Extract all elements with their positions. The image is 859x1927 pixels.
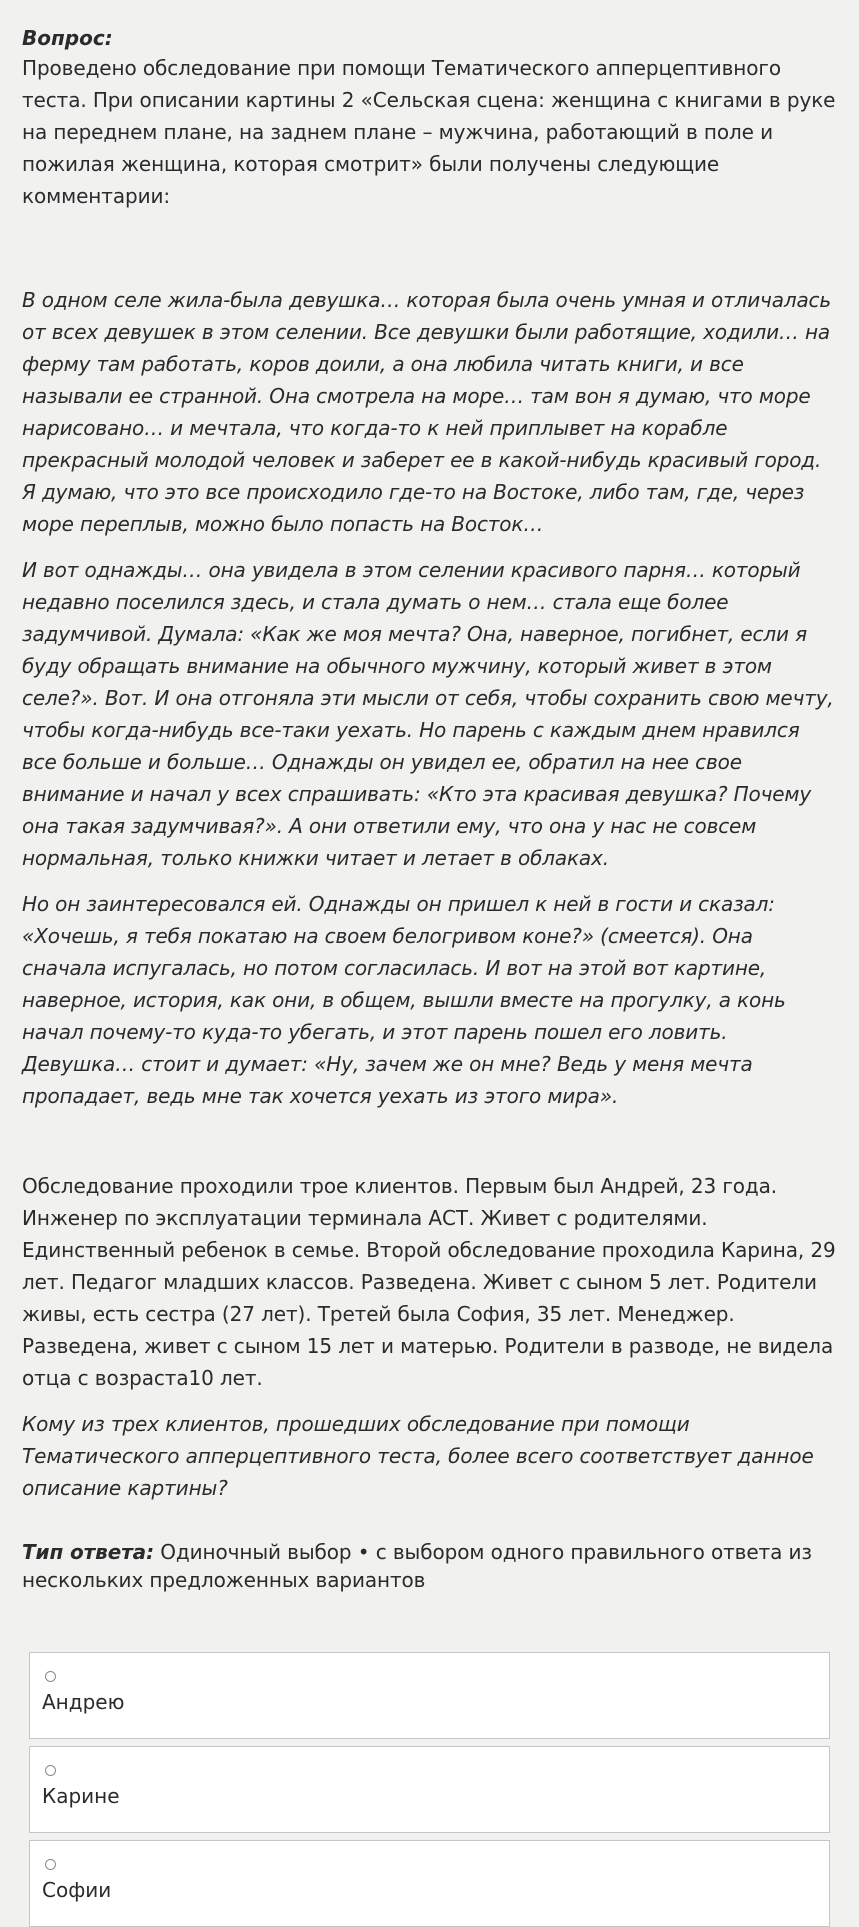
question-prompt: Кому из трех клиентов, прошедших обследование при помощи Тематического апперцептивного теста, более всего соответствует данное описание картины? bbox=[22, 1412, 814, 1500]
story-paragraph: Но он заинтересовался ей. Однажды он пришел к ней в гости и сказал: «Хочешь, я тебя покатаю на своем белогривом коне?» (смеется). Она сначала испугалась, но потом согласилась. И вот на этой вот картине, наверное, история, как они, в общем, вышли вместе на прогулку, а конь начал почему-то куда-то убегать, и этот парень пошел его ловить. Девушка… стоит и думает: «Ну, зачем же он мне? Ведь у меня мечта пропадает, ведь мне так хочется уехать из этого мира». bbox=[22, 892, 786, 1108]
answer-type-value: Одиночный выбор • с выбором одного правильного ответа из нескольких предложенных вариантов bbox=[22, 1540, 812, 1592]
story-paragraph: В одном селе жила-была девушка… которая была очень умная и отличалась от всех девушек в этом селении. Все девушки были работящие, ходили… на ферму там работать, коров доили, а она любила читать книги, и все называли ее странной. Она смотрела на море… там вон я думаю, что море нарисовано… и мечтала, что когда-то к ней приплывет на корабле прекрасный молодой человек и заберет ее в какой-нибудь красивый город. Я думаю, что это все происходило где-то на Востоке, либо там, где, через море переплыв, можно было попасть на Восток… bbox=[22, 288, 832, 536]
story-paragraph: И вот однажды… она увидела в этом селении красивого парня… который недавно поселился здесь, и стала думать о нем… стала еще более задумчивой. Думала: «Как же моя мечта? Она, наверное, погибнет, если я буду обращать внимание на обычного мужчину, который живет в этом селе?». Вот. И она отгоняла эти мысли от себя, чтобы сохранить свою мечту, чтобы когда-нибудь все-таки уехать. Но парень с каждым днем нравился все больше и больше… Однажды он увидел ее, обратил на нее свое внимание и начал у всех спрашивать: «Кто эта красивая девушка? Почему она такая задумчивая?». А они ответили ему, что она у нас не совсем нормальная, только книжки читает и летает в облаках. bbox=[22, 558, 834, 870]
question-label: Вопрос: bbox=[22, 26, 113, 50]
clients-description: Обследование проходили трое клиентов. Первым был Андрей, 23 года. Инженер по эксплуатации терминала АСТ. Живет с родителями. Единственный ребенок в семье. Второй обследование проходила Карина, 29 лет. Педагог младших классов. Разведена. Живет с сыном 5 лет. Родители живы, есть сестра (27 лет). Третей была София, 35 лет. Менеджер. Разведена, живет с сыном 15 лет и матерью. Родители в разводе, не видела отца с возраста10 лет. bbox=[22, 1174, 836, 1390]
radio-button-icon[interactable] bbox=[45, 1671, 56, 1682]
option-karina[interactable] bbox=[29, 1746, 830, 1833]
radio-button-icon[interactable] bbox=[45, 1765, 56, 1776]
option-andrey[interactable] bbox=[29, 1652, 830, 1739]
question-intro: Проведено обследование при помощи Тематического апперцептивного теста. При описании картины 2 «Сельская сцена: женщина с книгами в руке на переднем плане, на заднем плане – мужчина, работающий в поле и пожилая женщина, которая смотрит» были получены следующие комментарии: bbox=[22, 56, 836, 208]
radio-button-icon[interactable] bbox=[45, 1859, 56, 1870]
story-text bbox=[22, 284, 837, 1112]
answer-type-label: Тип ответа: bbox=[22, 1540, 154, 1564]
answer-type bbox=[22, 1538, 837, 1594]
option-label: Карине bbox=[42, 1784, 120, 1808]
option-label: Софии bbox=[42, 1878, 112, 1902]
option-sofia[interactable] bbox=[29, 1840, 830, 1927]
option-label: Андрею bbox=[42, 1690, 125, 1714]
answer-options bbox=[22, 1652, 837, 1927]
